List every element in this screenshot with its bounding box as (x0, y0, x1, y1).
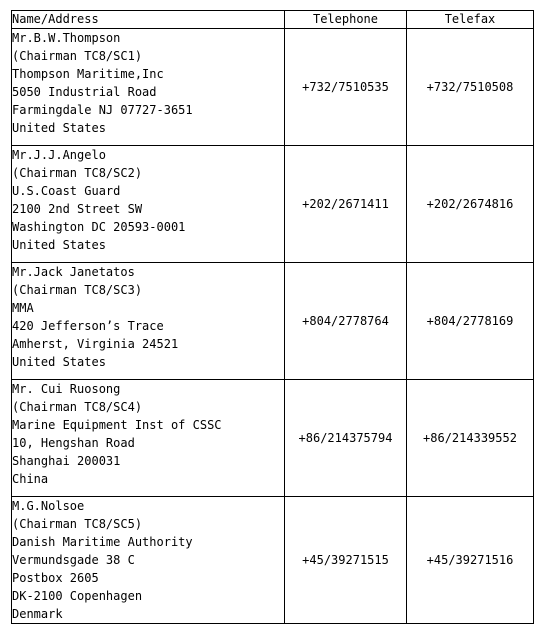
address-line: 5050 Industrial Road (12, 85, 157, 99)
address-line: (Chairman TC8/SC3) (12, 283, 143, 297)
address-line: Danish Maritime Authority (12, 535, 193, 549)
name-address-cell (12, 497, 285, 624)
address-line: Mr.Jack Janetatos (12, 265, 135, 279)
address-line: (Chairman TC8/SC1) (12, 49, 143, 63)
address-line: 10, Hengshan Road (12, 436, 135, 450)
address-line: Mr.J.J.Angelo (12, 148, 106, 162)
telefax-cell: +86/214339552 (407, 380, 534, 497)
contacts-table (11, 10, 534, 624)
column-header-name-address: Name/Address (12, 11, 285, 29)
address-line: United States (12, 238, 106, 252)
address-line: Vermundsgade 38 C (12, 553, 135, 567)
address-line: Postbox 2605 (12, 571, 99, 585)
address-line: (Chairman TC8/SC2) (12, 166, 143, 180)
telephone-cell: +202/2671411 (285, 146, 407, 263)
address-line: Marine Equipment Inst of CSSC (12, 418, 222, 432)
address-line: Farmingdale NJ 07727-3651 (12, 103, 193, 117)
address-line: Mr.B.W.Thompson (12, 31, 121, 45)
column-header-telefax: Telefax (407, 11, 534, 29)
address-line: MMA (12, 301, 34, 315)
column-header-telephone: Telephone (285, 11, 407, 29)
address-line: United States (12, 121, 106, 135)
address-line: (Chairman TC8/SC5) (12, 517, 143, 531)
address-line: U.S.Coast Guard (12, 184, 121, 198)
telephone-cell: +732/7510535 (285, 29, 407, 146)
address-line: Thompson Maritime,Inc (12, 67, 164, 81)
address-line: DK-2100 Copenhagen (12, 589, 143, 603)
address-line: Shanghai 200031 (12, 454, 121, 468)
telefax-cell: +804/2778169 (407, 263, 534, 380)
table-row (12, 497, 534, 624)
telefax-cell: +45/39271516 (407, 497, 534, 624)
address-line: Denmark (12, 607, 63, 621)
address-line: Mr. Cui Ruosong (12, 382, 121, 396)
address-line: M.G.Nolsoe (12, 499, 85, 513)
name-address-cell (12, 146, 285, 263)
address-line: Amherst, Virginia 24521 (12, 337, 179, 351)
address-line: Washington DC 20593-0001 (12, 220, 186, 234)
telephone-cell: +86/214375794 (285, 380, 407, 497)
telephone-cell: +804/2778764 (285, 263, 407, 380)
table-row (12, 146, 534, 263)
table-row (12, 263, 534, 380)
table-row (12, 380, 534, 497)
telefax-cell: +202/2674816 (407, 146, 534, 263)
address-line: China (12, 472, 49, 486)
address-line: United States (12, 355, 106, 369)
address-line: 420 Jefferson’s Trace (12, 319, 164, 333)
telefax-cell: +732/7510508 (407, 29, 534, 146)
telephone-cell: +45/39271515 (285, 497, 407, 624)
name-address-cell (12, 263, 285, 380)
table-row (12, 29, 534, 146)
header-row (12, 11, 534, 29)
address-line: (Chairman TC8/SC4) (12, 400, 143, 414)
address-line: 2100 2nd Street SW (12, 202, 143, 216)
name-address-cell (12, 380, 285, 497)
name-address-cell (12, 29, 285, 146)
